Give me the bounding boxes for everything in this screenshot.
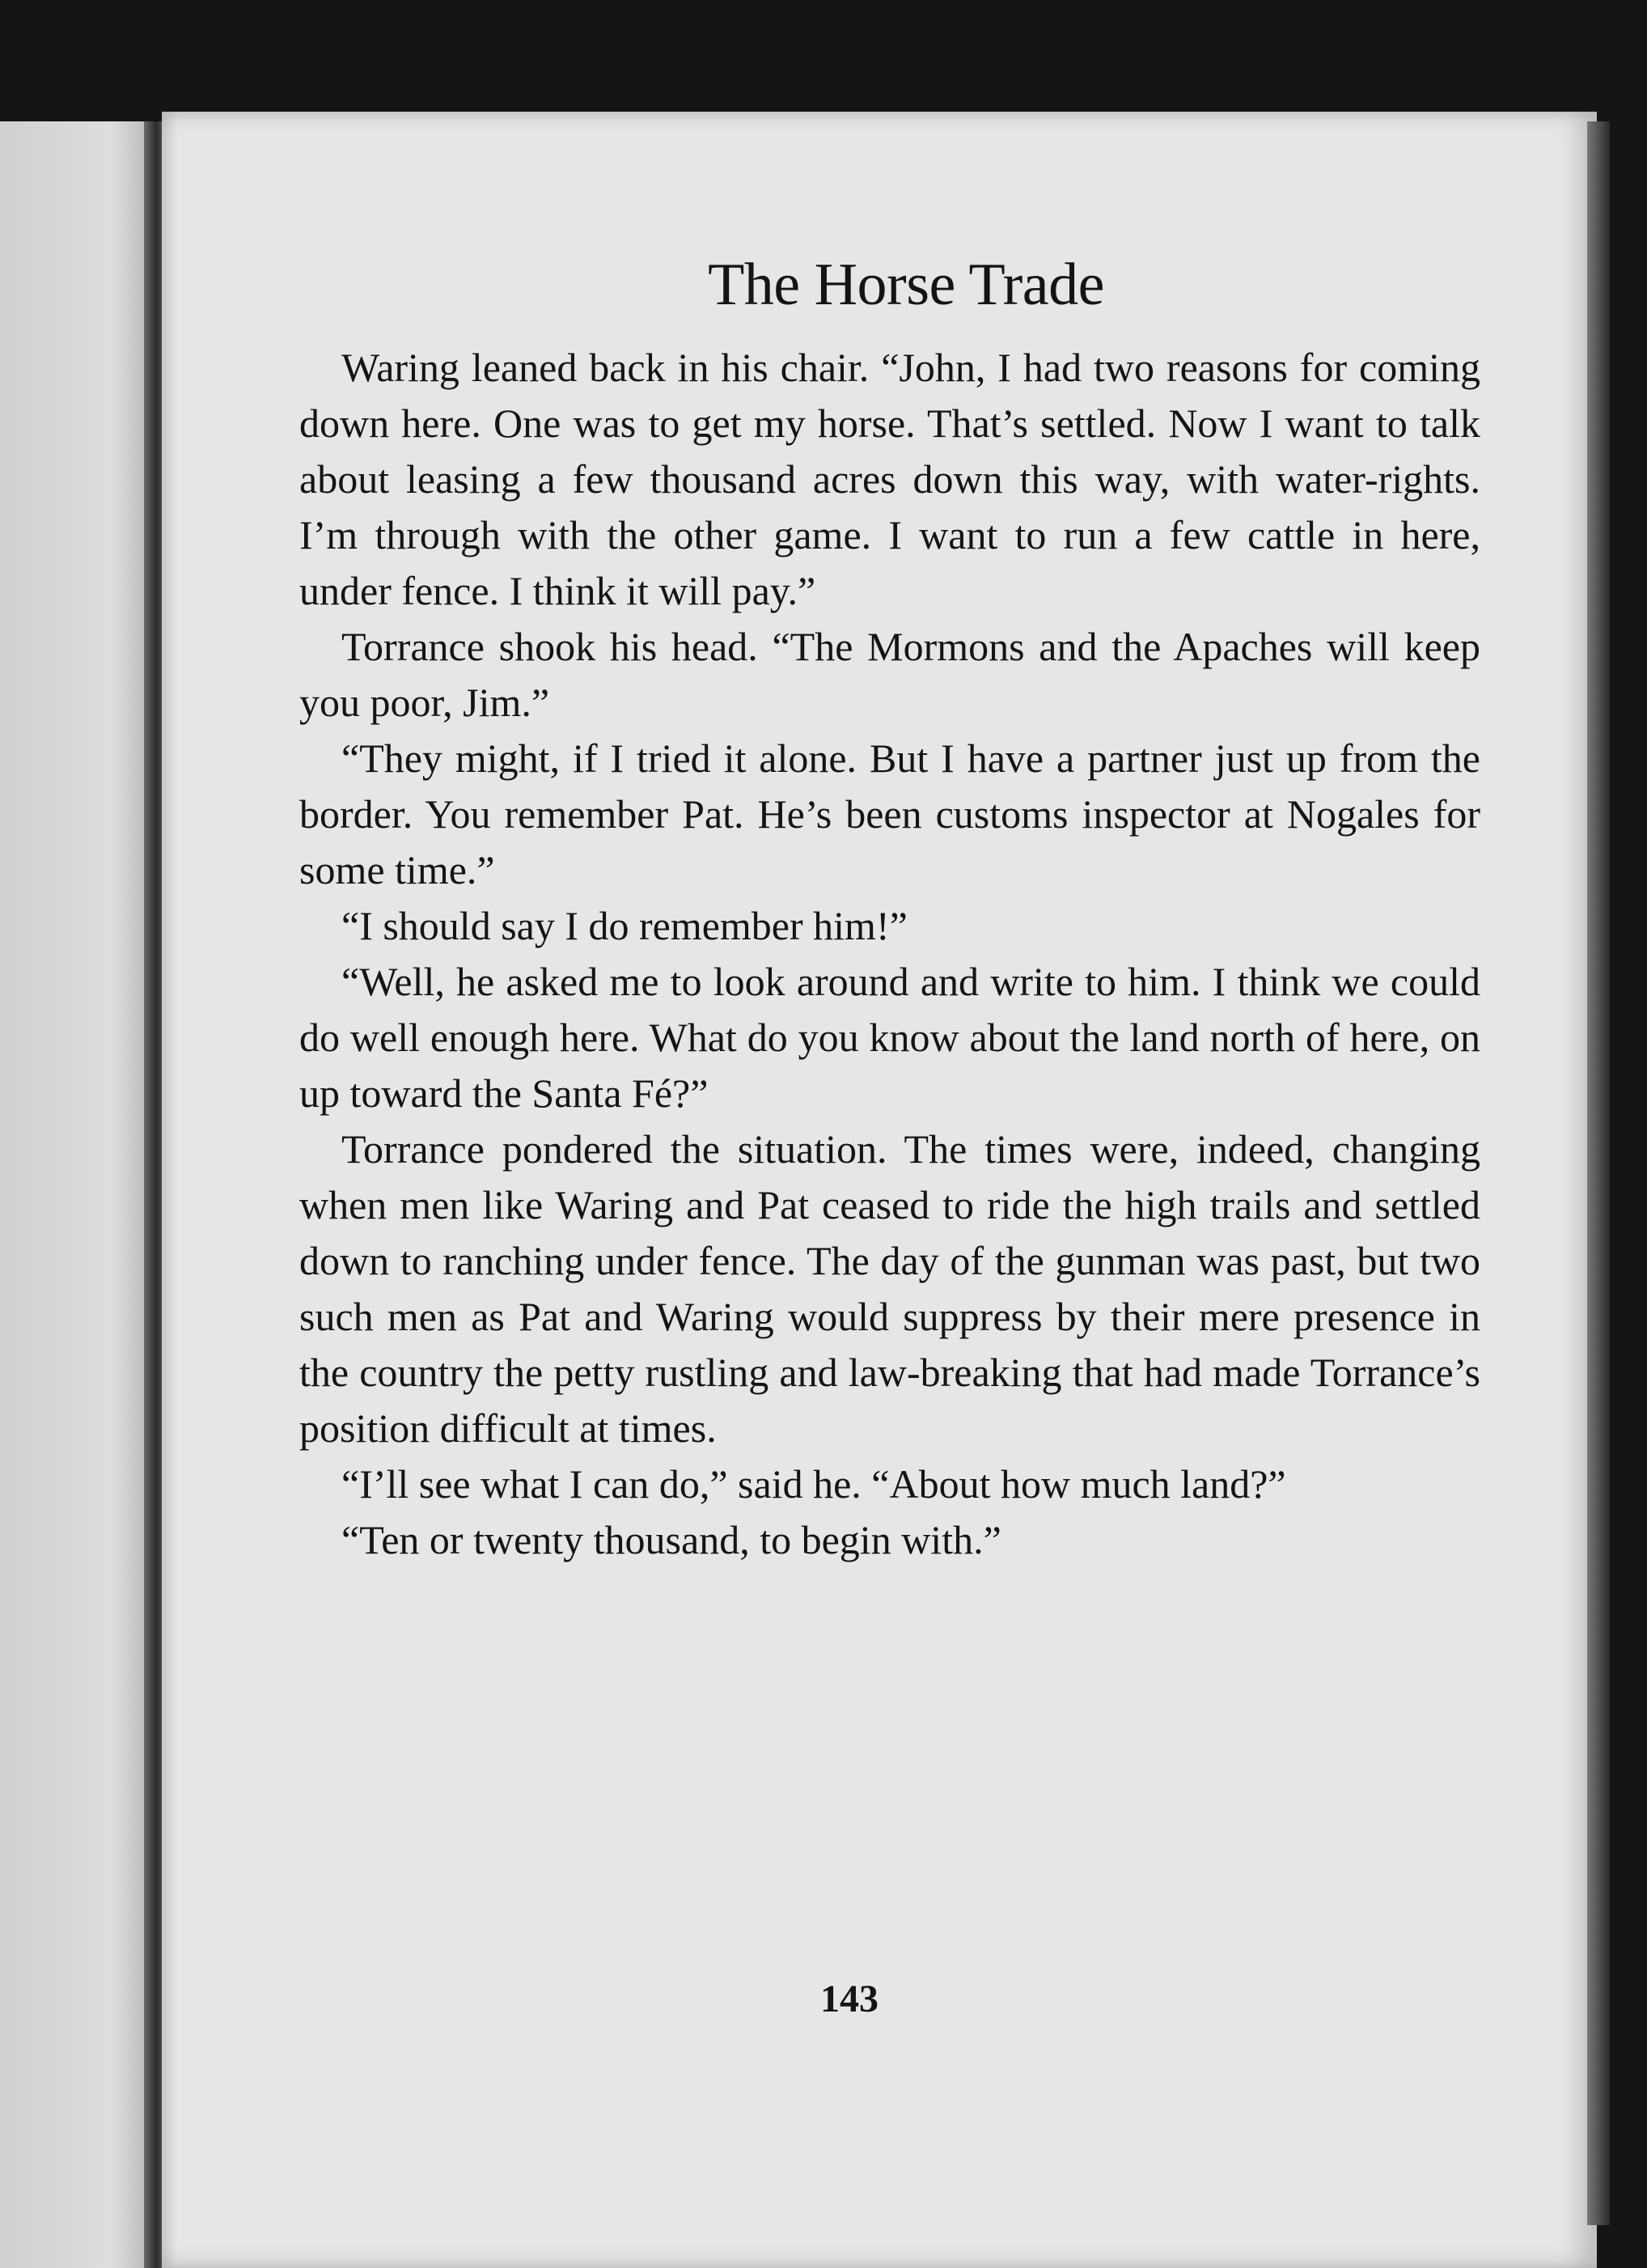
paragraph: “I’ll see what I can do,” said he. “About how much land?” (341, 1461, 1286, 1507)
paragraph: “They might, if I tried it alone. But I have a partner just up from the border. You remember Pat. He’s been customs inspector at Nogales for some time.” (299, 736, 1480, 892)
paragraph: “Ten or twenty thousand, to begin with.” (341, 1517, 1001, 1562)
paragraph: “I should say I do remember him!” (341, 903, 908, 948)
facing-page-edge (0, 121, 159, 2268)
page-right-edge (1587, 121, 1610, 2225)
page-number: 143 (820, 1978, 879, 2020)
book-page (162, 112, 1597, 2268)
paragraph: Torrance pondered the situation. The times were, indeed, changing when men like Waring and Pat ceased to ride the high trails and settled down to ranching under fence. The day of the gunman was past, but two such men as Pat and Waring would suppress by their mere presence in the country the petty rustling and law-breaking that had made Torrance’s position difficult at times. (299, 1126, 1480, 1451)
paragraph: Waring leaned back in his chair. “John, I had two reasons for coming down here. One was to get my horse. That’s settled. Now I want to talk about leasing a few thousand acres down this way, with water-rights. I’m through with the other game. I want to run a few cattle in here, under fence. I think it will pay.” (299, 345, 1480, 613)
page-text (299, 248, 1480, 1568)
chapter-title: The Horse Trade (708, 252, 1104, 318)
paragraph: Torrance shook his head. “The Mormons and the Apaches will keep you poor, Jim.” (299, 624, 1480, 725)
paragraph: “Well, he asked me to look around and write to him. I think we could do well enough here. What do you know about the land north of here, on up toward the Santa Fé?” (299, 959, 1480, 1116)
